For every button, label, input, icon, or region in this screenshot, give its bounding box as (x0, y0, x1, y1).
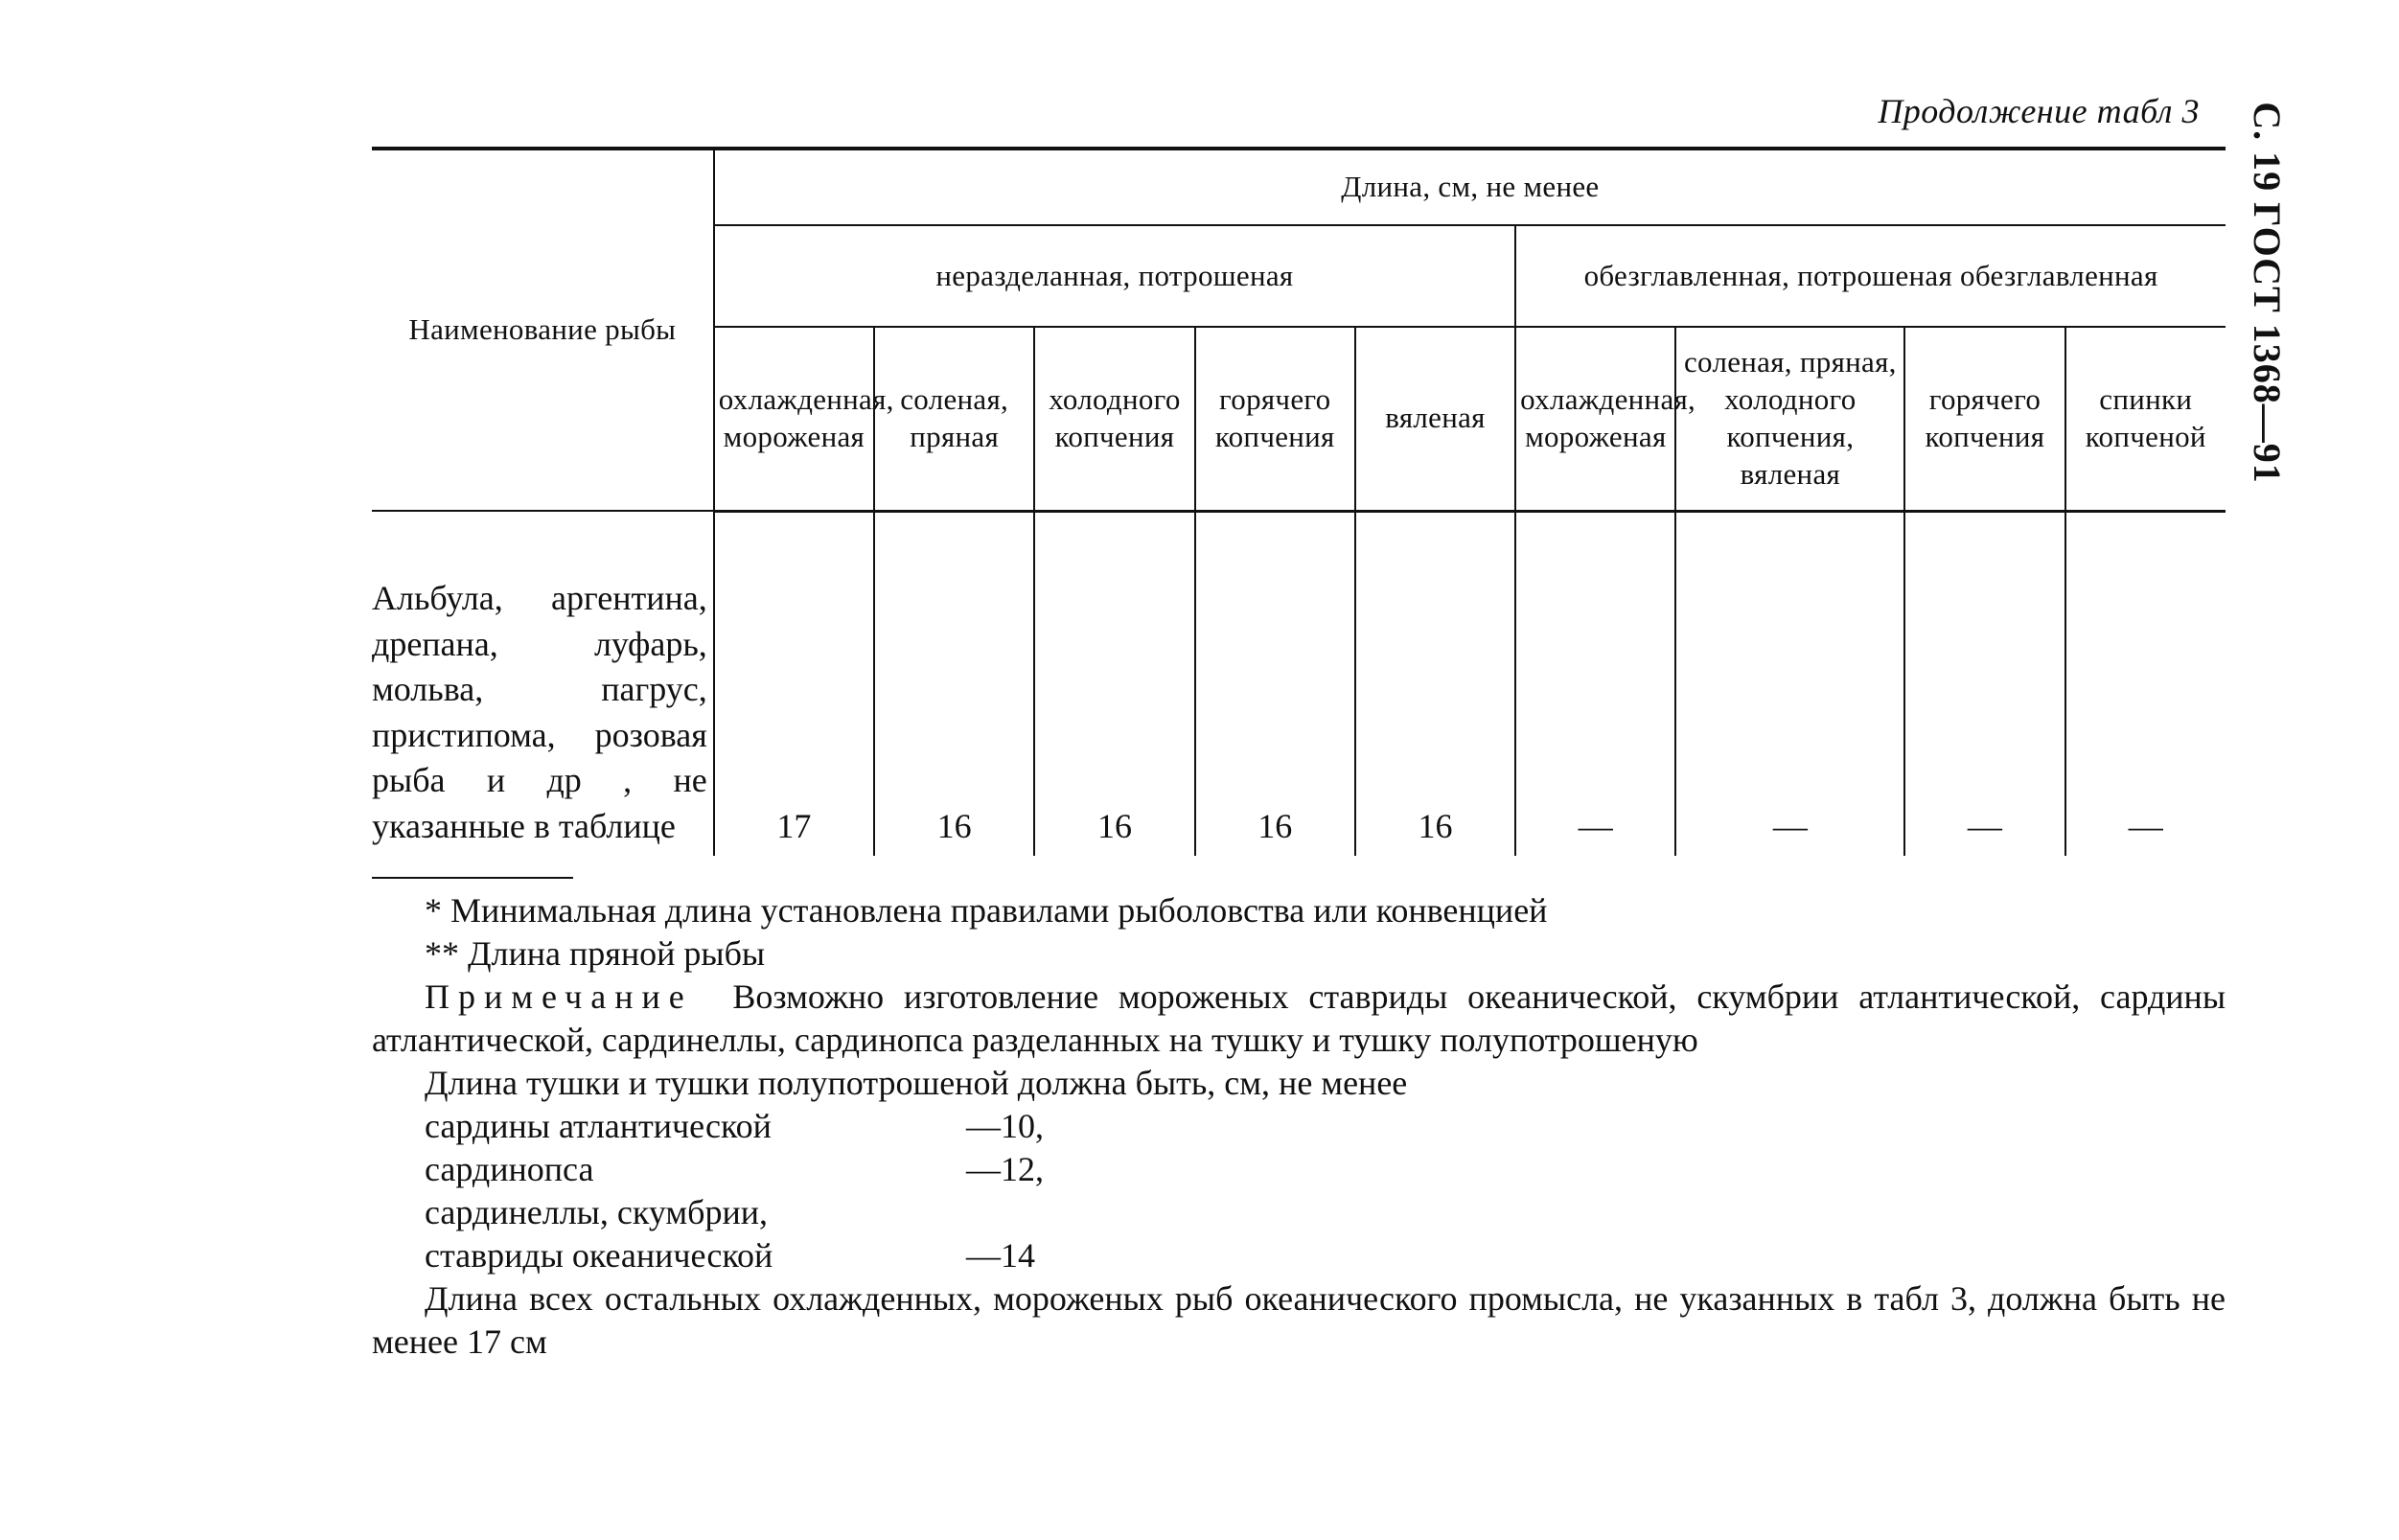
fish-length-table (372, 147, 2226, 856)
col-header-cold-smoked: холодного копчения (1034, 327, 1194, 511)
page-standard-label (2238, 91, 2295, 494)
table-continuation-caption: Продолжение табл 3 (1878, 92, 2200, 130)
note-text: Возможно изготовление мороженых ставриды океанической, скумбрии атлантической, сардины атлантической, сардинеллы, сардинопса разделанных на тушку и тушку полупотрошеную (372, 977, 2226, 1059)
footnote-2: ** Длина пряной рыбы (425, 934, 766, 973)
col-header-salted: соленая, пряная (874, 327, 1034, 511)
list-item-value: —10, (966, 1107, 1044, 1145)
col-header-smoked-backs: спинки копченой (2065, 327, 2226, 511)
fish-name-header: Наименование рыбы (372, 149, 714, 511)
list-item (425, 1148, 2226, 1191)
value-cell: 16 (1195, 511, 1355, 856)
value-cell: — (1675, 511, 1904, 856)
col-header-headless-chilled: охлажденная, мороженая (1515, 327, 1675, 511)
fish-name-cell: Альбула, аргентина, дрепана, луфарь, мольва, пагрус, пристипома, розовая рыба и др , не указанные в таблице (372, 579, 707, 845)
list-item (425, 1105, 2226, 1148)
col-header-headless-salted: соленая, пряная, холодного копчения, вяленая (1675, 327, 1904, 511)
notes-section (372, 889, 2226, 1364)
list-item (425, 1191, 2226, 1234)
footnote-1: * Минимальная длина установлена правилами рыболовства или конвенцией (425, 891, 1548, 930)
value-cell: 17 (714, 511, 874, 856)
list-item-value: —14 (966, 1236, 1035, 1275)
footnote-divider (372, 877, 573, 879)
col-header-hot-smoked: горячего копчения (1195, 327, 1355, 511)
length-intro: Длина тушки и тушки полупотрошеной должна быть, см, не менее (425, 1064, 1408, 1102)
col-header-headless-hot-smoked: горячего копчения (1904, 327, 2065, 511)
value-cell: 16 (1355, 511, 1515, 856)
group-ungutted-header: неразделанная, потрошеная (714, 225, 1515, 327)
value-cell: — (1904, 511, 2065, 856)
list-item-name: сардинопса (425, 1150, 594, 1188)
list-item-name: сардинеллы, скумбрии, (425, 1193, 768, 1231)
col-header-chilled: охлажденная, мороженая (714, 327, 874, 511)
table-row (372, 511, 2226, 856)
value-cell: — (1515, 511, 1675, 856)
list-item (425, 1234, 2226, 1277)
value-cell: 16 (874, 511, 1034, 856)
col-header-dried: вяленая (1355, 327, 1515, 511)
group-headless-header: обезглавленная, потрошеная обезглавленная (1515, 225, 2226, 327)
final-paragraph: Длина всех остальных охлажденных, мороженых рыб океанического промысла, не указанных в табл 3, должна быть не менее 17 см (372, 1279, 2226, 1361)
length-header: Длина, см, не менее (714, 149, 2226, 225)
note-paragraph (372, 976, 2226, 1062)
note-label: Примечание (425, 977, 693, 1016)
list-item-name: ставриды океанической (425, 1236, 773, 1275)
list-item-value: —12, (966, 1150, 1044, 1188)
length-list (425, 1105, 2226, 1277)
list-item-name: сардины атлантической (425, 1107, 772, 1145)
standard-label-text: С. 19 ГОСТ 1368—91 (2245, 101, 2289, 484)
value-cell: 16 (1034, 511, 1194, 856)
value-cell: — (2065, 511, 2226, 856)
